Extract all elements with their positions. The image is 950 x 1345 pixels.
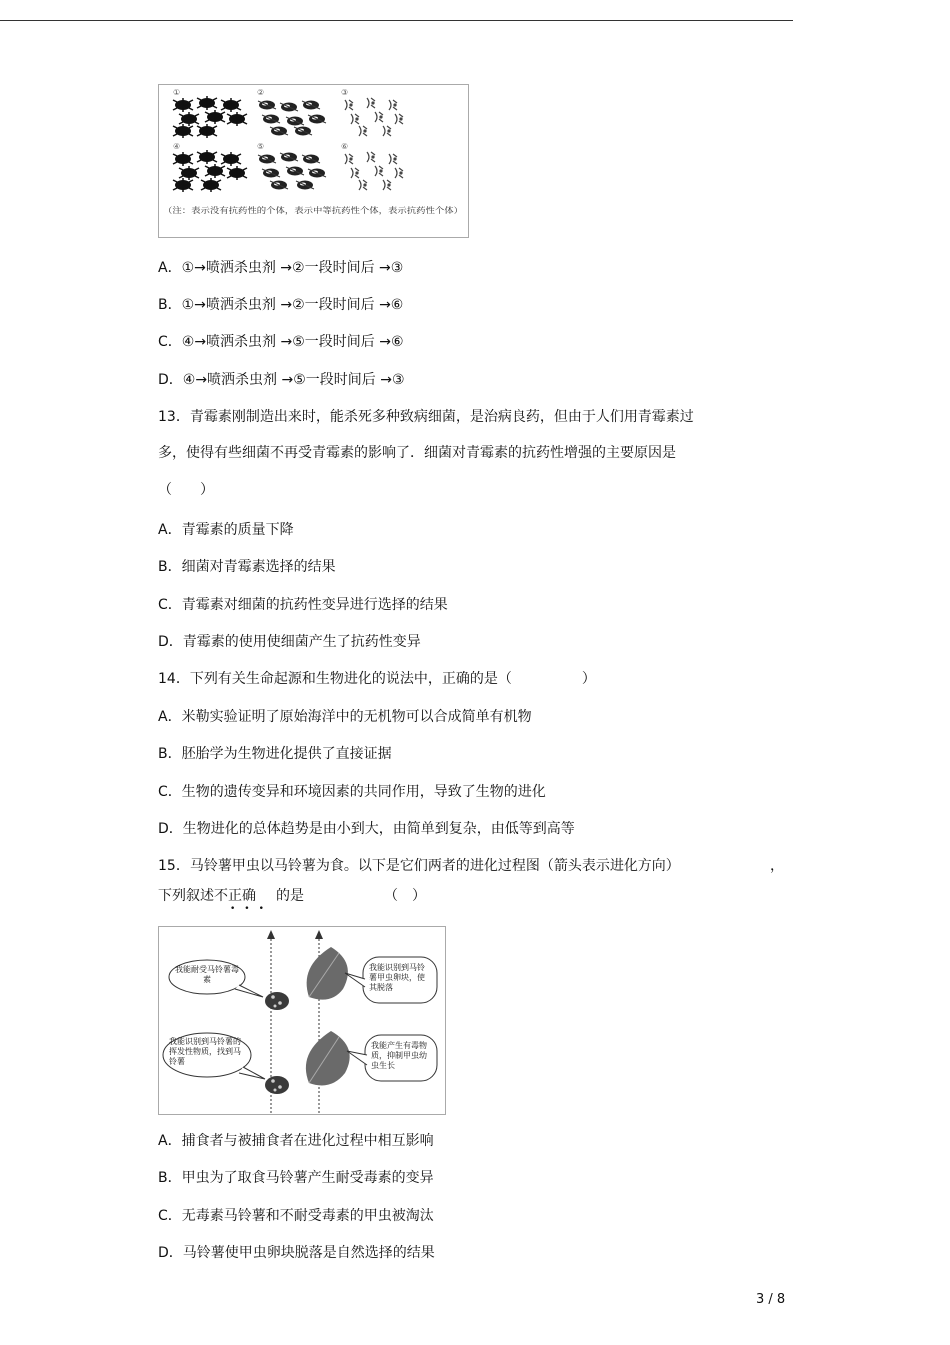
q14-option-d: D．生物进化的总体趋势是由小到大，由简单到复杂，由低等到高等 (158, 821, 575, 837)
q13-option-b: B．细菌对青霉素选择的结果 (158, 559, 336, 575)
page-number: 3 / 8 (756, 1292, 786, 1307)
bubble-beetle-top: 我能耐受马铃薯毒素 (175, 965, 239, 984)
q12-option-c: C．④→喷洒杀虫剂 →⑤一段时间后 →⑥ (158, 334, 404, 350)
q15-stem-line1: 15．马铃薯甲虫以马铃薯为食。以下是它们两者的进化过程图（箭头表示进化方向） (158, 858, 680, 874)
q15-stem-comma: ， (770, 858, 784, 874)
insect-population-figure (158, 84, 469, 238)
q13-stem-line2: 多，使得有些细菌不再受青霉素的影响了．细菌对青霉素的抗药性增强的主要原因是 (158, 445, 676, 461)
q15-option-c: C．无毒素马铃薯和不耐受毒素的甲虫被淘汰 (158, 1208, 434, 1224)
label-6: ⑥ (341, 142, 349, 151)
q15-option-a: A．捕食者与被捕食者在进化过程中相互影响 (158, 1133, 434, 1149)
label-2: ② (257, 88, 265, 97)
bubble-leaf-top: 我能识别到马铃薯甲虫卵块，使其脱落 (369, 963, 425, 992)
q12-option-a: A．①→喷洒杀虫剂 →②一段时间后 →③ (158, 260, 404, 276)
q15-stem-line2-a: 下列叙述不正确 (158, 888, 256, 904)
q14-option-a: A．米勒实验证明了原始海洋中的无机物可以合成简单有机物 (158, 709, 532, 725)
label-3: ③ (341, 88, 349, 97)
bubble-beetle-bottom: 我能识别到马铃薯的挥发性物质，找到马铃薯 (169, 1037, 241, 1066)
header-rule (0, 20, 793, 21)
bubble-leaf-bottom: 我能产生有毒物质，抑制甲虫幼虫生长 (371, 1041, 427, 1070)
q14-stem: 14．下列有关生命起源和生物进化的说法中，正确的是（ ） (158, 671, 596, 687)
q13-stem-line1: 13．青霉素刚制造出来时，能杀死多种致病细菌，是治病良药，但由于人们用青霉素过 (158, 409, 694, 425)
coevolution-illustration (159, 927, 445, 1114)
q13-option-a: A．青霉素的质量下降 (158, 522, 294, 538)
q14-option-c: C．生物的遗传变异和环境因素的共同作用，导致了生物的进化 (158, 784, 546, 800)
q15-stem-line2-c: （ ） (384, 888, 426, 904)
insect-population-illustration (159, 85, 468, 237)
label-5: ⑤ (257, 142, 265, 151)
q14-option-b: B．胚胎学为生物进化提供了直接证据 (158, 746, 392, 762)
label-1: ① (173, 88, 181, 97)
q13-stem-line3: （ ） (158, 482, 214, 498)
q15-stem-line2-b: 的是 (276, 888, 304, 904)
label-4: ④ (173, 142, 181, 151)
coevolution-figure (158, 926, 446, 1115)
q13-option-d: D．青霉素的使用使细菌产生了抗药性变异 (158, 634, 421, 650)
figure-legend: （注：表示没有抗药性的个体，表示中等抗药性个体，表示抗药性个体） (163, 206, 419, 215)
q15-option-d: D．马铃薯使甲虫卵块脱落是自然选择的结果 (158, 1245, 435, 1261)
emphasis-dots: ••• (230, 904, 273, 914)
q13-option-c: C．青霉素对细菌的抗药性变异进行选择的结果 (158, 597, 448, 613)
q12-option-b: B．①→喷洒杀虫剂 →②一段时间后 →⑥ (158, 297, 404, 313)
q12-option-d: D．④→喷洒杀虫剂 →⑤一段时间后 →③ (158, 372, 405, 388)
q15-option-b: B．甲虫为了取食马铃薯产生耐受毒素的变异 (158, 1170, 434, 1186)
